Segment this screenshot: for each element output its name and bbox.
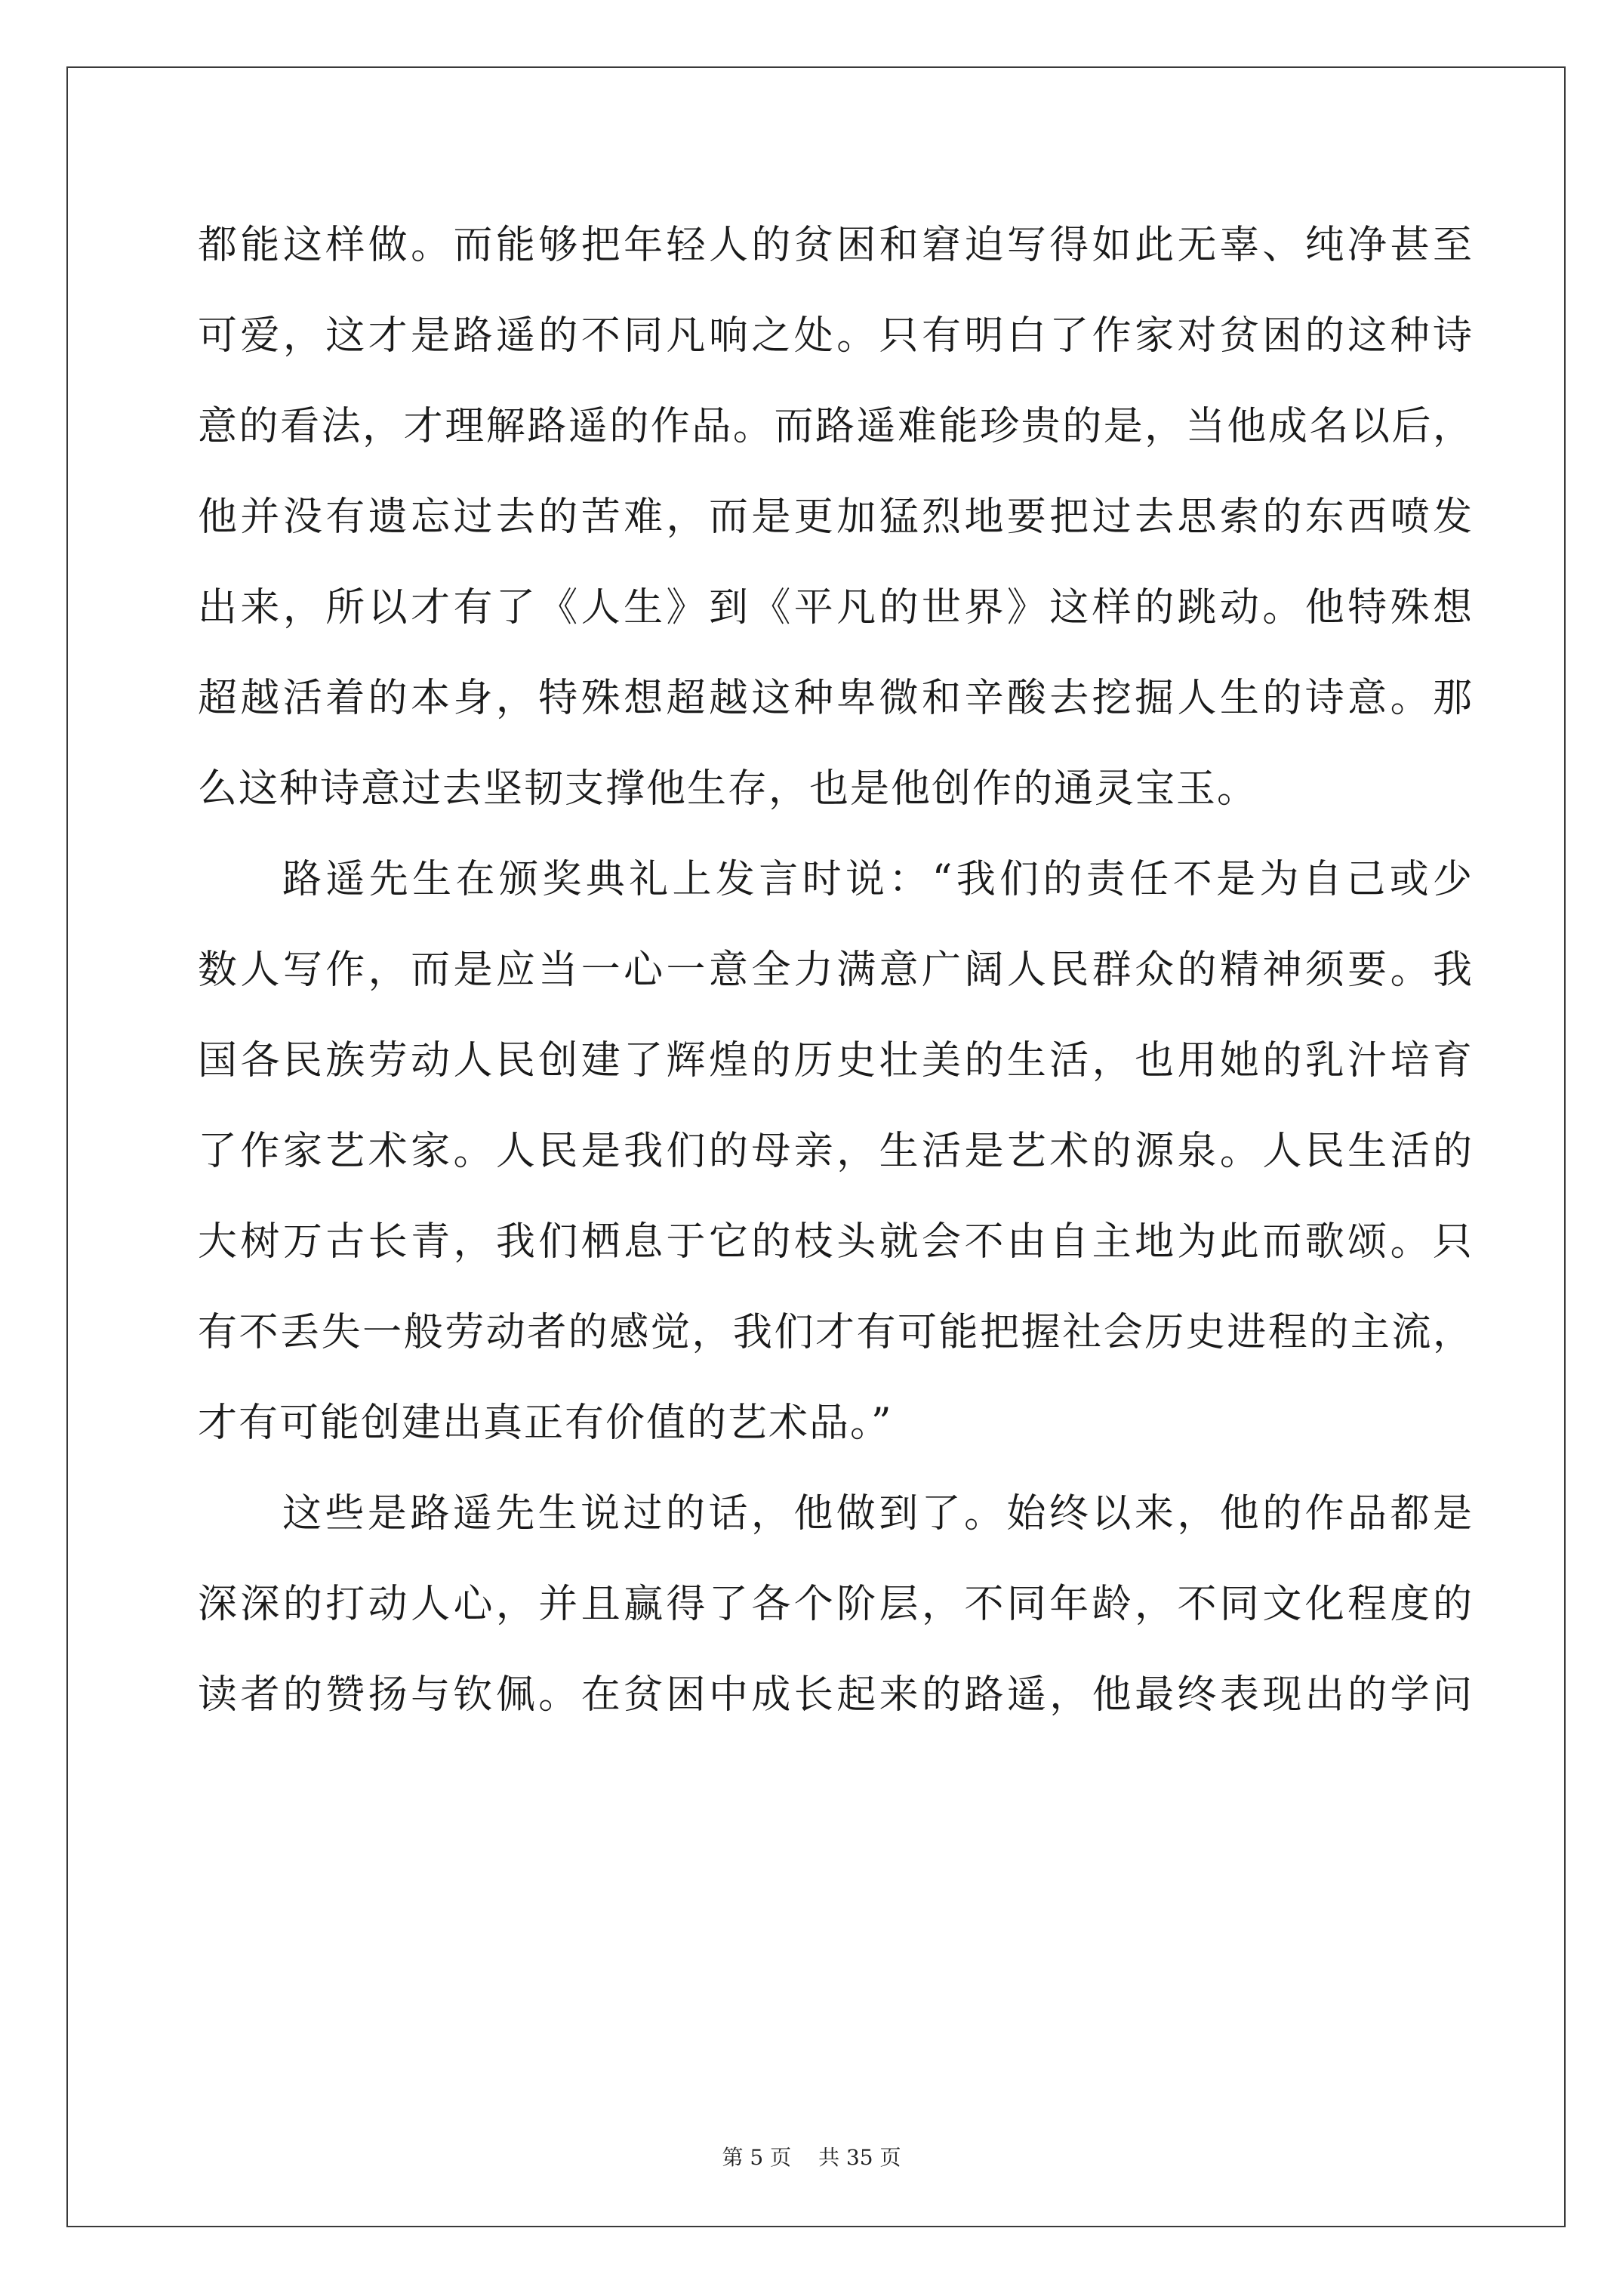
text-line: 么这种诗意过去坚韧支撑他生存，也是他创作的通灵宝玉。 — [198, 766, 1258, 812]
text-line: 国各民族劳动人民创建了辉煌的历史壮美的生活，也用她的乳汁培育 — [198, 1038, 1474, 1083]
text-line: 他并没有遗忘过去的苦难，而是更加猛烈地要把过去思索的东西喷发 — [198, 495, 1474, 540]
text-line: 了作家艺术家。人民是我们的母亲，生活是艺术的源泉。人民生活的 — [198, 1129, 1474, 1174]
text-line: 可爱，这才是路遥的不同凡响之处。只有明白了作家对贫困的这种诗 — [198, 313, 1474, 359]
text-line: 意的看法，才理解路遥的作品。而路遥难能珍贵的是，当他成名以后， — [198, 404, 1474, 449]
text-line: 深深的打动人心，并且赢得了各个阶层，不同年龄，不同文化程度的 — [198, 1582, 1474, 1627]
page-number: 第 5 页 — [722, 2145, 792, 2170]
page-footer — [0, 2143, 1623, 2173]
text-line: 大树万古长青，我们栖息于它的枝头就会不由自主地为此而歌颂。只 — [198, 1219, 1474, 1265]
text-line: 这些是路遥先生说过的话，他做到了。始终以来，他的作品都是 — [282, 1491, 1474, 1536]
text-line: 读者的赞扬与钦佩。在贫困中成长起来的路遥，他最终表现出的学问 — [198, 1672, 1474, 1718]
page-total: 共 35 页 — [818, 2145, 901, 2170]
text-line: 超越活着的本身，特殊想超越这种卑微和辛酸去挖掘人生的诗意。那 — [198, 676, 1474, 721]
text-line: 才有可能创建出真正有价值的艺术品。” — [198, 1401, 893, 1446]
text-line: 有不丢失一般劳动者的感觉，我们才有可能把握社会历史进程的主流， — [198, 1310, 1474, 1355]
text-line: 数人写作，而是应当一心一意全力满意广阔人民群众的精神须要。我 — [198, 948, 1474, 993]
text-line: 都能这样做。而能够把年轻人的贫困和窘迫写得如此无辜、纯净甚至 — [198, 223, 1474, 268]
text-line: 路遥先生在颁奖典礼上发言时说：“我们的责任不是为自己或少 — [282, 857, 1474, 902]
text-line: 出来，所以才有了《人生》到《平凡的世界》这样的跳动。他特殊想 — [198, 585, 1474, 630]
